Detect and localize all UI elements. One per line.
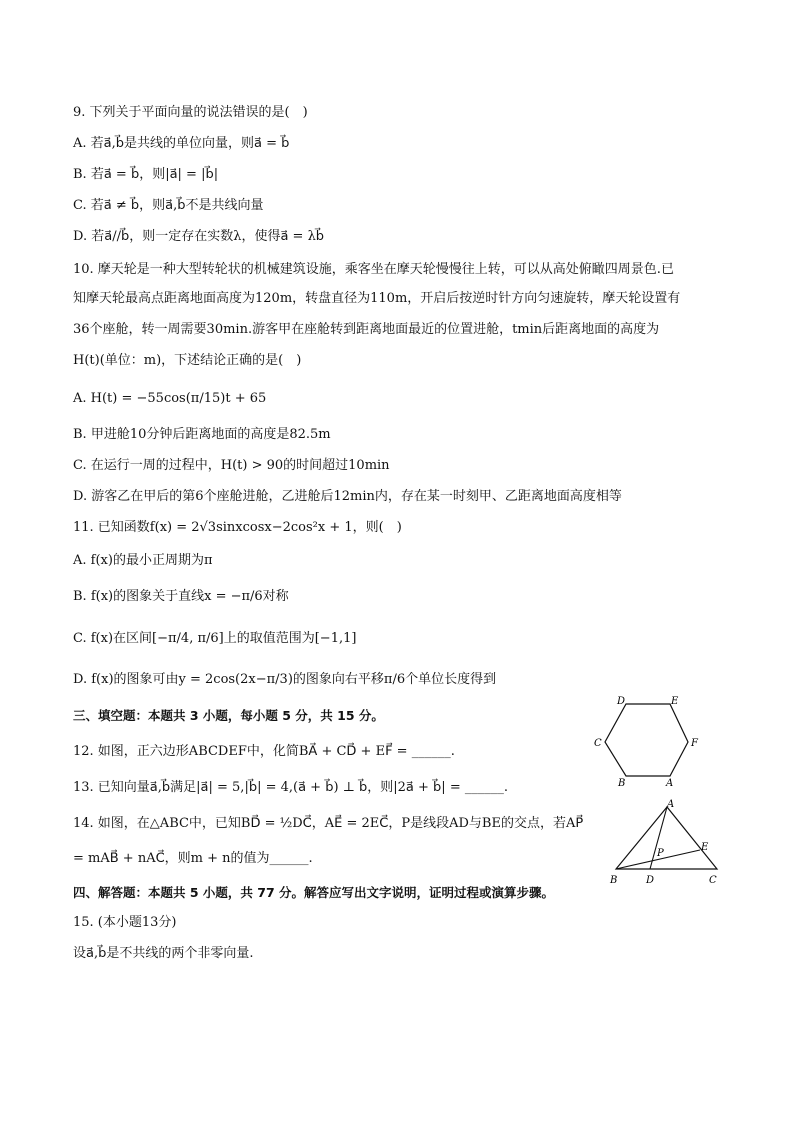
triangle-label-p: P [657, 848, 664, 859]
question-12: 12. 如图，正六边形ABCDEF中，化简BA⃗ + CD⃗ + EF⃗ = ______. [73, 744, 455, 759]
question-15-header: 15. (本小题13分) [73, 915, 177, 930]
triangle-figure [606, 797, 731, 889]
q10-option-d: D. 游客乙在甲后的第6个座舱进舱，乙进舱后12min内，存在某一时刻甲、乙距离地面高度相等 [73, 489, 622, 504]
q9-stem: 9. 下列关于平面向量的说法错误的是( ) [73, 105, 308, 120]
hexagon-label-a: A [666, 778, 674, 789]
q10-option-c: C. 在运行一周的过程中，H(t) > 90的时间超过10min [73, 458, 390, 473]
q9-option-d: D. 若a⃗//b⃗，则一定存在实数λ，使得a⃗ = λb⃗ [73, 229, 325, 244]
question-14-line-2: = mAB⃗ + nAC⃗，则m + n的值为______. [73, 851, 313, 866]
section-4-title: 四、解答题：本题共 5 小题，共 77 分。解答应写出文字说明，证明过程或演算步骤。 [73, 885, 555, 900]
q10-stem-3: 36个座舱，转一周需要30min.游客甲在座舱转到距离地面最近的位置进舱，tmin后距离地面的高度为 [73, 322, 660, 337]
question-13: 13. 已知向量a⃗,b⃗满足|a⃗| = 5,|b⃗| = 4,(a⃗ + b⃗) ⊥ b⃗，则|2a⃗ + b⃗| = ______. [73, 780, 508, 795]
q9-option-c: C. 若a⃗ ≠ b⃗，则a⃗,b⃗不是共线向量 [73, 198, 264, 213]
hexagon-shape [605, 704, 688, 776]
q9-option-b: B. 若a⃗ = b⃗，则|a⃗| = |b⃗| [73, 167, 219, 182]
question-14-line-1: 14. 如图，在△ABC中，已知BD⃗ = ½DC⃗，AE⃗ = 2EC⃗，P是线段AD与BE的交点，若AP⃗ [73, 816, 584, 831]
triangle-label-a: A [667, 799, 675, 810]
section-3-title: 三、填空题：本题共 3 小题，每小题 5 分，共 15 分。 [73, 708, 384, 723]
q11-option-d: D. f(x)的图象可由y = 2cos(2x−π/3)的图象向右平移π/6个单位长度得到 [73, 672, 497, 687]
q10-stem-2: 知摩天轮最高点距离地面高度为120m，转盘直径为110m，开启后按逆时针方向匀速旋转，摩天轮设置有 [73, 291, 681, 306]
hexagon-figure [588, 690, 718, 790]
hexagon-label-b: B [618, 778, 626, 789]
hexagon-label-e: E [671, 696, 679, 707]
q10-stem-1: 10. 摩天轮是一种大型转轮状的机械建筑设施，乘客坐在摩天轮慢慢往上转，可以从高处俯瞰四周景色.已 [73, 262, 674, 277]
triangle-label-d: D [646, 875, 655, 886]
q10-option-a: A. H(t) = −55cos(π/15)t + 65 [73, 391, 267, 406]
triangle-label-c: C [709, 875, 717, 886]
q11-option-c: C. f(x)在区间[−π/4, π/6]上的取值范围为[−1,1] [73, 631, 357, 646]
triangle-label-b: B [610, 875, 618, 886]
q11-option-a: A. f(x)的最小正周期为π [73, 553, 213, 568]
q11-option-b: B. f(x)的图象关于直线x = −π/6对称 [73, 589, 289, 604]
triangle-abc [616, 807, 717, 869]
hexagon-label-c: C [594, 738, 602, 749]
q11-stem: 11. 已知函数f(x) = 2√3sinxcosx−2cos²x + 1，则( ) [73, 520, 402, 535]
q10-stem-4: H(t)(单位：m)，下述结论正确的是( ) [73, 353, 302, 368]
question-15-text: 设a⃗,b⃗是不共线的两个非零向量. [73, 946, 254, 961]
q9-option-a: A. 若a⃗,b⃗是共线的单位向量，则a⃗ = b⃗ [73, 136, 290, 151]
triangle-label-e: E [701, 842, 709, 853]
q10-option-b: B. 甲进舱10分钟后距离地面的高度是82.5m [73, 427, 331, 442]
hexagon-label-f: F [691, 738, 698, 749]
hexagon-label-d: D [617, 696, 626, 707]
